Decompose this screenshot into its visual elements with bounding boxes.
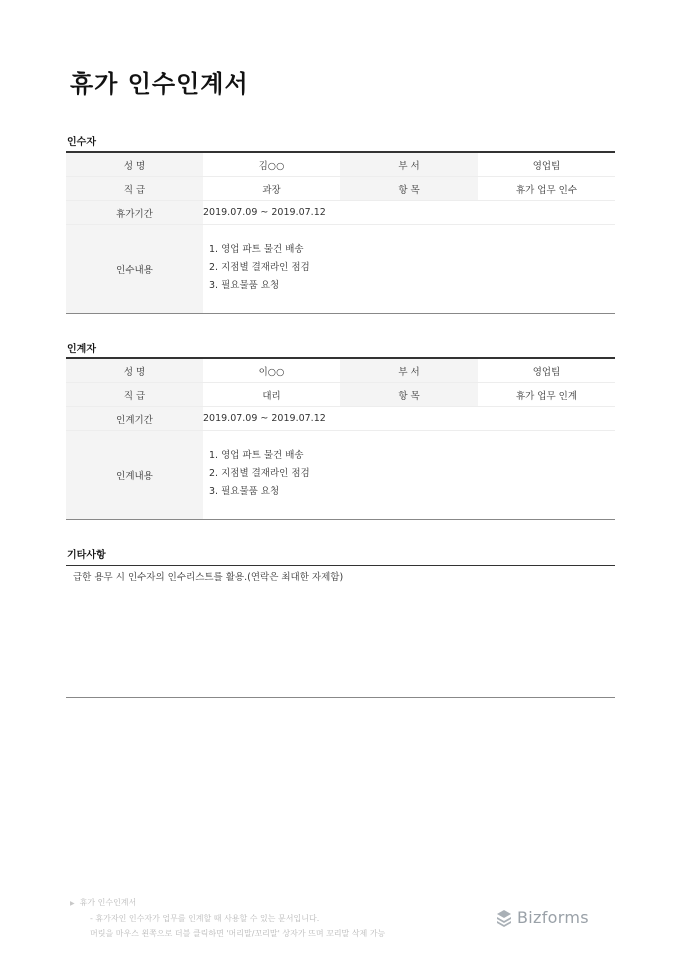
receiver-item-label: 항 목	[340, 177, 478, 201]
handover-table	[66, 357, 615, 520]
receiver-item-value: 휴가 업무 인수	[478, 177, 615, 201]
receiver-name-value: 김○○	[203, 152, 340, 177]
triangle-bullet-icon: ▶	[70, 900, 75, 907]
receiver-dept-label: 부 서	[340, 152, 478, 177]
notes-text: 급한 용무 시 인수자의 인수리스트를 활용.(연락은 최대한 자제함)	[73, 572, 344, 583]
notes-bottom-divider	[66, 697, 615, 698]
receiver-content-label: 인수내용	[66, 225, 203, 314]
receiver-content-line: 2. 지점별 결재라인 점검	[209, 262, 310, 273]
handover-period-label: 인계기간	[66, 407, 203, 431]
footer	[70, 895, 385, 941]
receiver-period-value: 2019.07.09 ~ 2019.07.12	[203, 201, 615, 225]
handover-section-label: 인계자	[67, 344, 96, 355]
handover-content-line: 1. 영업 파트 물건 배송	[209, 450, 304, 461]
handover-content-label: 인계내용	[66, 431, 203, 520]
handover-item-label: 항 목	[340, 383, 478, 407]
notes-section-label: 기타사항	[67, 550, 106, 561]
handover-name-label: 성 명	[66, 358, 203, 383]
receiver-content	[203, 225, 615, 314]
bizforms-logo	[495, 908, 589, 927]
handover-content-line: 2. 지점별 결재라인 점검	[209, 468, 310, 479]
receiver-rank-label: 직 급	[66, 177, 203, 201]
notes-top-divider	[66, 565, 615, 566]
bizforms-logo-icon	[495, 909, 513, 927]
footer-hint: 머릿을 마우스 왼쪽으로 더블 클릭하면 '머리말/꼬리말' 상자가 뜨며 꼬리말 삭제 가능	[90, 929, 386, 938]
receiver-table	[66, 151, 615, 314]
footer-title: 휴가 인수인계서	[79, 898, 137, 907]
document-title: 휴가 인수인계서	[70, 70, 249, 98]
receiver-content-line: 1. 영업 파트 물건 배송	[209, 244, 304, 255]
handover-name-value: 이○○	[203, 358, 340, 383]
handover-item-value: 휴가 업무 인계	[478, 383, 615, 407]
handover-rank-label: 직 급	[66, 383, 203, 407]
handover-dept-value: 영업팀	[478, 358, 615, 383]
handover-content-line: 3. 필요물품 요청	[209, 486, 280, 497]
receiver-period-label: 휴가기간	[66, 201, 203, 225]
handover-period-value: 2019.07.09 ~ 2019.07.12	[203, 407, 615, 431]
handover-dept-label: 부 서	[340, 358, 478, 383]
receiver-content-line: 3. 필요물품 요청	[209, 280, 280, 291]
bizforms-logo-text: Bizforms	[517, 908, 589, 927]
footer-description: - 휴가자인 인수자가 업무를 인계할 때 사용할 수 있는 문서입니다.	[90, 914, 320, 923]
handover-content	[203, 431, 615, 520]
receiver-section-label: 인수자	[67, 137, 96, 148]
receiver-rank-value: 과장	[203, 177, 340, 201]
handover-rank-value: 대리	[203, 383, 340, 407]
receiver-dept-value: 영업팀	[478, 152, 615, 177]
receiver-name-label: 성 명	[66, 152, 203, 177]
